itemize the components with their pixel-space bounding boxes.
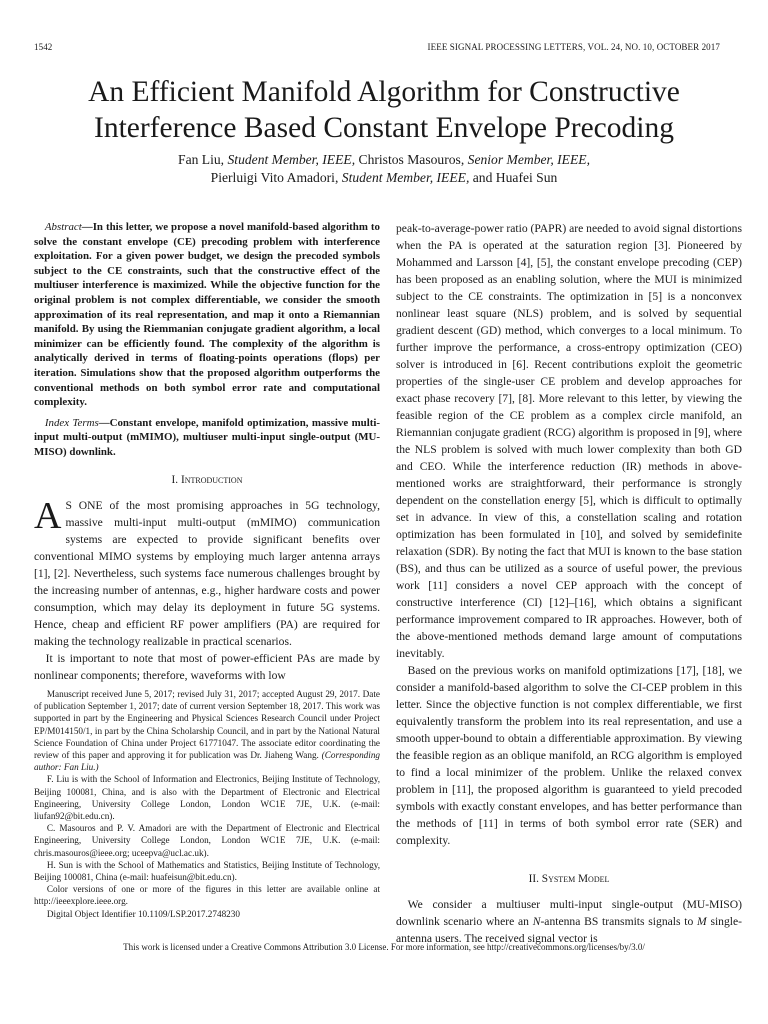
- title-line-2: Interference Based Constant Envelope Precoding: [94, 112, 674, 144]
- corresponding-author: (Corresponding author: Fan Liu.): [34, 750, 381, 773]
- index-terms: [34, 416, 380, 460]
- intro-paragraph-2: It is important to note that most of power-efficient PAs are made by nonlinear components; therefore, waveforms with low: [34, 651, 380, 682]
- section-numeral: I.: [171, 473, 179, 486]
- author-role: Student Member, IEEE,: [341, 170, 470, 185]
- footnotes: [34, 688, 380, 920]
- paper-title: [30, 74, 738, 146]
- symbol-N: N: [532, 915, 541, 928]
- footnote-manuscript-text: Manuscript received June 5, 2017; revised July 31, 2017; accepted August 29, 2017. Date of publication September 1, 2017; date of current version September 18, 2017. This work was supported in part by the Engineering and Physical Sciences Research Council under Project EP/M014150/1, in part by the China Scholarship Council, and in part by the National Natural Science Foundation of China under Project 61771047. The associate editor coordinating the review of this paper and approving it for publication was Dr. Jiaheng Wang.: [34, 689, 380, 761]
- system-model-text-b: -antenna BS transmits signals to: [540, 915, 698, 928]
- index-terms-lead: Index Terms: [44, 416, 99, 429]
- footnote-color-versions: Color versions of one or more of the figures in this letter are available online at http://ieeexplore.ieee.org.: [34, 884, 380, 907]
- author-role: Senior Member, IEEE,: [467, 152, 590, 167]
- section-heading-introduction: [34, 472, 380, 489]
- author-list: [30, 151, 738, 187]
- author-name: Fan Liu,: [178, 152, 225, 167]
- section-heading-system-model: [396, 871, 742, 888]
- abstract-lead: Abstract: [44, 221, 82, 233]
- author-line-2: [30, 169, 738, 187]
- author-line-1: [30, 151, 738, 169]
- page-number: 1542: [34, 42, 53, 52]
- system-model-paragraph: [396, 896, 742, 947]
- drop-cap: A: [34, 494, 62, 537]
- intro-paragraph-1-text: S ONE of the most promising approaches in 5G technology, massive multi-input multi-output (mMIMO) communication systems are expected to provide significant benefits over conventional MIMO systems by employing much larger antenna arrays [1], [2]. Nevertheless, such systems face numerous challenges brought by the increasing number of antennas, e.g., higher hardware costs and power consumption, which may delay its deployment in future 5G systems. Hence, cheap and efficient RF power amplifiers (PA) are required for making the technology realizable in practical scenarios.: [34, 498, 380, 648]
- system-model-text-a: We consider a multiuser multi-input single-output (MU-MISO) downlink scenario where an: [396, 898, 742, 928]
- title-line-1: An Efficient Manifold Algorithm for Constructive: [88, 76, 680, 108]
- footnote-manuscript: [34, 688, 380, 773]
- footnote-affiliation-masouros: C. Masouros and P. V. Amadori are with the Department of Electronic and Electrical Engineering, University College London, London WC1E 7JE, U.K. (e-mail: chris.masouros@ieee.org; uceepva@ucl.ac.uk).: [34, 823, 380, 858]
- abstract-text: —In this letter, we propose a novel manifold-based algorithm to solve the constant envelope (CE) precoding problem with interference exploitation. For a given power budget, we design the precoded symbols subject to the CE constraints, such that the constructive effect of the multiuser interference is maximized. While the objective function for the original problem is not complex differentiable, we consider the smooth approximation of its real representation, and map it onto a Riemannian manifold. By using the Riemmanian conjugate gradient algorithm, a local minimizer can be efficiently found. The complexity of the algorithm is analytically derived in terms of floating-points operations (flops) per iteration. Simulations show that the proposed algorithm outperforms the conventional methods on both symbol error rate and computational complexity.: [34, 221, 380, 409]
- system-model-text-c: single-antenna users. The received signal vector is: [396, 915, 742, 945]
- right-column: [396, 220, 742, 947]
- intro-paragraph-1: [34, 494, 380, 650]
- right-paragraph-1: peak-to-average-power ratio (PAPR) are needed to avoid signal distortions when the PA is operated at the saturation region [3]. Pioneered by Mohammed and Larsson [4], [5], the constant envelope precoding (CEP) has been proposed as an enabling solution, where the MUI is minimized subject to the CE constraints. The optimization in [5] is a nonconvex nonlinear least square (NLS) problem, and is solved by sequential gradient descent (GD) method, which converges to a local minimum. To further improve the performance, a cross-entropy optimization (CEO) solver is introduced in [6]. Recent contributions exploit the geometric properties of the single-user CE problem and develop approaches for exact phase recovery [7], [8]. More relevant to this letter, by viewing the feasible region of the CE problem as a complex circle manifold, an Riemannian conjugate gradient (RCG) algorithm is proposed in [9], where the NLS problem is solved with much lower complexity than both GD and CEO. While the interference reduction (IR) methods in above-mentioned works are straightforward, their performance is strongly dependent on the constellation energy [5], which is difficult to optimally set in advance. In view of this, a constellation scaling and rotation optimization has been formulated in [10], and solved by semidefinite relaxation (SDR). By noting the fact that MUI is known to the base station (BS), and thus can be utilized as a source of useful power, the previous work [11] considers a novel CEP approach with the concept of constructive interference (CI) [12]–[16], which obtains a significant performance improvement compared to IR approaches. However, both of the above-mentioned methods demand large amount of computations inevitably.: [396, 222, 742, 660]
- section-numeral: II.: [528, 873, 539, 885]
- journal-header: IEEE SIGNAL PROCESSING LETTERS, VOL. 24, NO. 10, OCTOBER 2017: [427, 42, 720, 52]
- footnote-affiliation-sun: H. Sun is with the School of Mathematics and Statistics, Beijing Institute of Technology, Beijing 100081, China (e-mail: huafeisun@bit.edu.cn).: [34, 859, 380, 883]
- index-terms-text: —Constant envelope, manifold optimization, massive multi-input multi-output (mMIMO), multiuser multi-input single-output (MU-MISO) downlink.: [34, 416, 381, 458]
- author-name: Christos Masouros,: [358, 152, 465, 167]
- footnote-affiliation-liu: F. Liu is with the School of Information and Electronics, Beijing Institute of Technology, Beijing 100081, China, and is also with the Department of Electronic and Electrical Engineering, University College London, London WC1E 7JE, U.K. (e-mail: liufan92@bit.edu.cn).: [34, 774, 380, 822]
- author-name: and Huafei Sun: [472, 170, 558, 185]
- symbol-M: M: [697, 915, 707, 928]
- abstract: [34, 220, 380, 410]
- section-title: System Model: [541, 873, 610, 885]
- footnote-doi: Digital Object Identifier 10.1109/LSP.2017.2748230: [46, 908, 240, 919]
- right-paragraph-2: Based on the previous works on manifold optimizations [17], [18], we consider a manifold-based algorithm to solve the CI-CEP problem in this letter. Since the objective function is not complex differentiable, we first equivalently transform the problem into its real representation, and use a smooth upper-bound to obtain a differentiable approximation. By viewing the feasible region as an oblique manifold, an RCG algorithm is employed to find a local minimizer of the problem. Unlike the relaxed convex problem in [11], the proposed algorithm is guaranteed to yield precoded symbols with exactly constant envelopes, and has better performance than the methods of [11] in terms of both symbol error rate (SER) and complexity.: [396, 664, 742, 847]
- section-title: Introduction: [180, 473, 243, 486]
- license-footer: This work is licensed under a Creative Commons Attribution 3.0 License. For more information, see http://creativecommons.org/licenses/by/3.0/: [123, 942, 645, 952]
- left-column: [34, 220, 380, 684]
- author-role: Student Member, IEEE,: [227, 152, 356, 167]
- author-name: Pierluigi Vito Amadori,: [210, 170, 339, 185]
